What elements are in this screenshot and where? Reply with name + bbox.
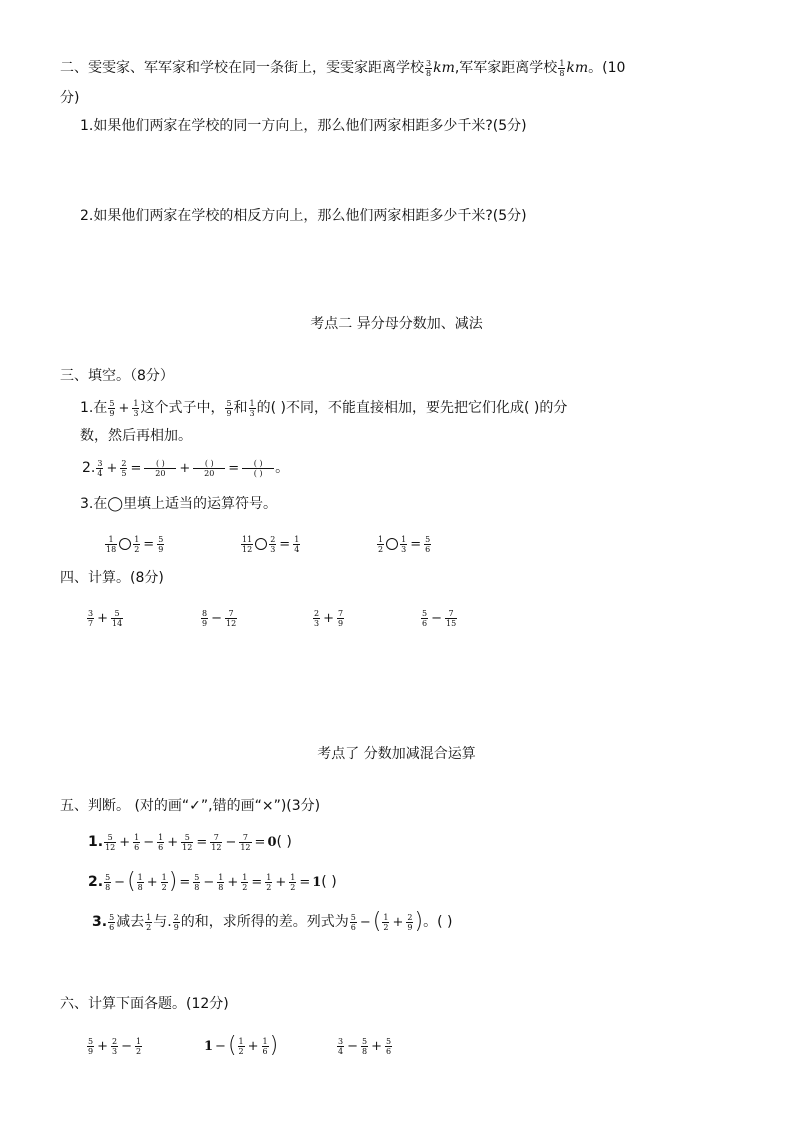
q3-item2: 2. $\frac{3}{4}$ + $\frac{2}{5}$ = $\frac{( )}{20}$ + $\frac{( )}{20}$ = $\frac{( )}{( )}$ 。 [82, 458, 290, 478]
topic-heading: 考点了 分数加减混合运算 [317, 746, 476, 762]
fraction: $\frac{3}{8}$ [426, 58, 432, 78]
q3-circle-eq-1: $\frac{1}{18}$ $\frac{1}{2}$ = $\frac{5}{9}$ [106, 534, 164, 554]
blank-fraction[interactable]: $\frac{( )}{20}$ [193, 459, 225, 478]
operator-blank-circle[interactable] [119, 538, 131, 550]
q4-title: 四、计算。(8分) [60, 570, 164, 586]
q6-title: 六、计算下面各题。(12分) [60, 996, 229, 1012]
operator-blank-circle[interactable] [386, 538, 398, 550]
answer-blank[interactable]: 。( ) [423, 914, 453, 930]
q5-judge-1: 1. $\frac{5}{12}$ + $\frac{1}{6}$ − $\frac{1}{6}$ + $\frac{5}{12}$ = $\frac{7}{12}$ − $\frac{7}{12}$ = 0( ) [88, 832, 292, 852]
q4-expr-1: $\frac{3}{7}$ + $\frac{5}{14}$ [88, 608, 123, 628]
q2-sub2: 2.如果他们两家在学校的相反方向上，那么他们两家相距多少千米?(5分) [80, 208, 527, 224]
q5-judge-2: 2. $\frac{5}{8}$ −( $\frac{1}{8}$ + $\frac{1}{2}$ ) = $\frac{5}{8}$ − $\frac{1}{8}$ + $\frac{1}{2}$ = $\frac{1}{2}$ + $\frac{1}{2}$ = 1( ) [88, 869, 337, 894]
q3-item1-cont: 数，然后再相加。 [80, 428, 192, 444]
q6-expr-3: $\frac{3}{4}$ − $\frac{5}{8}$ + $\frac{5}{6}$ [338, 1036, 392, 1056]
q6-expr-2: 1 −( $\frac{1}{2}$ + $\frac{1}{6}$ ) [204, 1033, 279, 1058]
q4-expr-4: $\frac{5}{6}$ − $\frac{7}{15}$ [422, 608, 457, 628]
q5-judge-3: 3. $\frac{5}{6}$ 减去 $\frac{1}{2}$ 与. $\frac{2}{9}$ 的和，求所得的差。列式为 $\frac{5}{6}$ −( $\frac{1}{2}$ + $\frac{2}{9}$ )。( ) [92, 909, 453, 934]
fraction: $\frac{1}{8}$ [559, 58, 565, 78]
q4-expr-3: $\frac{2}{3}$ + $\frac{7}{9}$ [314, 608, 344, 628]
q3-circle-eq-3: $\frac{1}{2}$ $\frac{1}{3}$ = $\frac{5}{6}$ [378, 534, 431, 554]
q2-intro-cont: 分) [60, 90, 80, 106]
q3-item1: 1.在 $\frac{5}{9}$ + $\frac{1}{3}$ 这个式子中， $\frac{5}{9}$ 和 $\frac{1}{3}$ 的( )不同，不能直接相加，要先把它们化成( )的分 [80, 398, 568, 418]
answer-blank[interactable]: ( ) [321, 874, 337, 890]
q3-circle-eq-2: $\frac{11}{12}$ $\frac{2}{3}$ = $\frac{1}{4}$ [242, 534, 300, 554]
q2-sub1: 1.如果他们两家在学校的同一方向上，那么他们两家相距多少千米?(5分) [80, 118, 527, 134]
blank-fraction[interactable]: $\frac{( )}{( )}$ [242, 459, 274, 478]
q2-intro: 二、雯雯家、军军家和学校在同一条街上，雯雯家距离学校 $\frac{3}{8}$ km,军军家距离学校 $\frac{1}{8}$ km。(10 [60, 58, 626, 78]
q6-expr-1: $\frac{5}{9}$ + $\frac{2}{3}$ − $\frac{1}{2}$ [88, 1036, 142, 1056]
operator-blank-circle[interactable] [255, 538, 267, 550]
q3-item3: 3.在◯里填上适当的运算符号。 [80, 496, 278, 512]
blank-fraction[interactable]: $\frac{( )}{20}$ [144, 459, 176, 478]
q5-title: 五、判断。 (对的画“✓”,错的画“×”)(3分) [60, 798, 321, 814]
q3-title: 三、填空。（8分） [60, 368, 174, 384]
q4-expr-2: $\frac{8}{9}$ − $\frac{7}{12}$ [202, 608, 237, 628]
answer-blank[interactable]: ( ) [276, 834, 292, 850]
topic-heading: 考点二 异分母分数加、减法 [310, 316, 483, 332]
